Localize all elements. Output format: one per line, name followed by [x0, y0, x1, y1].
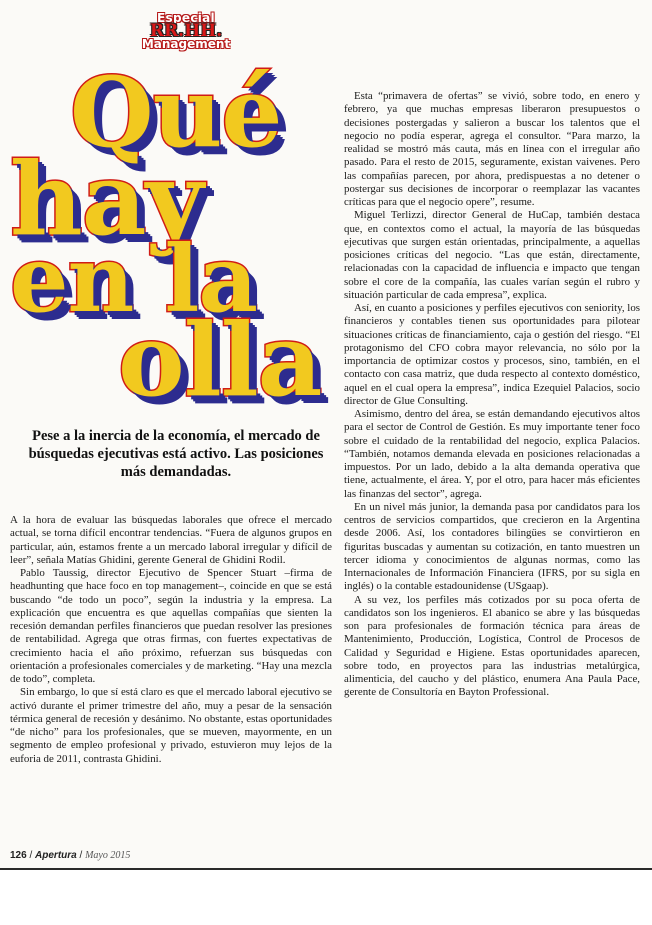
page-footer: [10, 850, 130, 861]
badge-line-management: Management: [141, 37, 231, 51]
headline-line-3: en la: [10, 225, 258, 334]
left-column: [10, 514, 332, 766]
paragraph: Miguel Terlizzi, director General de HuCap, también destaca que, en contextos como el actual, la mayoría de las búsquedas ejecutivas que surgen están orientadas, principalmente, a aquellas posiciones críticas del negocio. “Las que están, directamente, relacionadas con la capacidad de influencia e impacto que tengan sobre el core de la compañía, las cuales varían según el rubro y situación particular de cada empresa”, explica.: [344, 209, 640, 301]
paragraph: En un nivel más junior, la demanda pasa por candidatos para los centros de servicios compartidos, que crecieron en la Argentina desde 2006. Así, los contadores bilingües se convirtieron en figuritas buscadas y aumentan su cotización, en tanto muestren un tercer idioma y conocimientos de algunas normas, como las Internacionales de Información Financiera (IFRS, por su sigla en inglés) o la contable estadounidense (USgaap).: [344, 500, 640, 593]
issue-date: Mayo 2015: [85, 850, 131, 861]
section-badge: [136, 12, 236, 50]
magazine-name: Apertura: [35, 850, 77, 861]
paragraph: A su vez, los perfiles más cotizados por su poca oferta de candidatos son los ingenieros. El abanico se abre y las búsquedas son para profesionales de formación técnica para áreas de Mantenimiento, Producción, Logística, Control de Procesos de Calidad y Seguridad e Higiene. Estas oportunidades aparecen, sobre todo, en proyectos para las industrias metalúrgica, alimenticia, del caucho y del plástico, enumera Ana Paula Pace, gerente de Consultoría en Bayton Professional.: [344, 593, 640, 699]
paragraph: A la hora de evaluar las búsquedas laborales que ofrece el mercado actual, se torna difícil encontrar tendencias. “Fuera de algunos grupos en particular, aún, estamos frente a un mercado laboral irregular y difícil de leer”, señala Matías Ghidini, gerente General de Ghidini Rodil.: [10, 514, 332, 566]
page-number: 126: [10, 850, 27, 861]
headline-line-2: hay: [10, 140, 203, 259]
headline-line-1: Qué: [70, 56, 282, 169]
badge-line-especial: Especial: [157, 11, 215, 25]
headline-line-4: olla: [118, 301, 322, 420]
paragraph: Esta “primavera de ofertas” se vivió, sobre todo, en enero y febrero, ya que muchas empresas liberaron presupuestos o decisiones postergadas y salieron a buscar los talentos que el negocio no podía esperar, agrega el consultor. “Para marzo, la realidad se mostró más cauta, más en línea con el irregular año pasado. Para el resto de 2015, seguramente, existan vaivenes. Pero las compañías parecen, por ahora, predispuestas a no detener o postergar sus decisiones de incorporar o reemplazar las vacantes críticas para que el negocio opere”, resume.: [344, 90, 640, 208]
article-deck: Pese a la inercia de la economía, el mercado de búsquedas ejecutivas está activo. Las posiciones más demandadas.: [28, 428, 324, 480]
right-column: [344, 90, 640, 700]
blank-margin: [0, 870, 652, 925]
badge-line-rrhh: RR.HH.: [149, 21, 223, 41]
paragraph: Pablo Taussig, director Ejecutivo de Spencer Stuart –firma de headhunting que hace foco en top management–, coincide en que se está buscando “de todo un poco”, según la industria y la empresa. La explicación que encuentra es que aquellas compañías que sienten la recesión demandan perfiles financieros que puedan resolver las presiones de rentabilidad. Agrega que otras firmas, con fuertes expectativas de crecimiento hacia el año próximo, refuerzan sus búsquedas con orientación a profesionales comerciales y de marketing. “Hay una mezcla de todo”, completa.: [10, 567, 332, 685]
paragraph: Sin embargo, lo que sí está claro es que el mercado laboral ejecutivo se activó durante el primer trimestre del año, muy a pesar de la sensación térmica general de recesión y desánimo. No obstante, estas oportunidades “de nicho” para los profesionales, que se mueven, mayormente, en un segmento de empleo profesional y privado, estuvieron muy lejos de la euforia de 2011, contrasta Ghidini.: [10, 686, 332, 765]
paragraph: Así, en cuanto a posiciones y perfiles ejecutivos con seniority, los financieros y contables tienen sus oportunidades para pilotear situaciones críticas de financiamiento, caja o gestión del riesgo. “El protagonismo del CFO cobra mayor relevancia, no sólo por la importancia de optimizar costos y procesos, sino, también, en el contacto con casa matriz, que duda respecto al contexto doméstico, aquel en el cual opera la empresa”, indica Ezequiel Palacios, socio director de Glue Consulting.: [344, 302, 641, 407]
headline: [10, 56, 340, 420]
footer-separator: /: [76, 850, 86, 861]
paragraph: Asimismo, dentro del área, se están demandando ejecutivos altos para el sector de Control de Gestión. Es muy importante tener foco sobre el cuidado de la rentabilidad del negocio, explica Palacios. “También, notamos demanda elevada en posiciones relacionadas a impuestos. Por un lado, debido a la alta demanda operativa que tiene, actualmente, el área. Y, por el otro, para hacer más eficientes las finanzas del sector”, agrega.: [344, 408, 640, 500]
footer-separator: /: [26, 850, 36, 861]
